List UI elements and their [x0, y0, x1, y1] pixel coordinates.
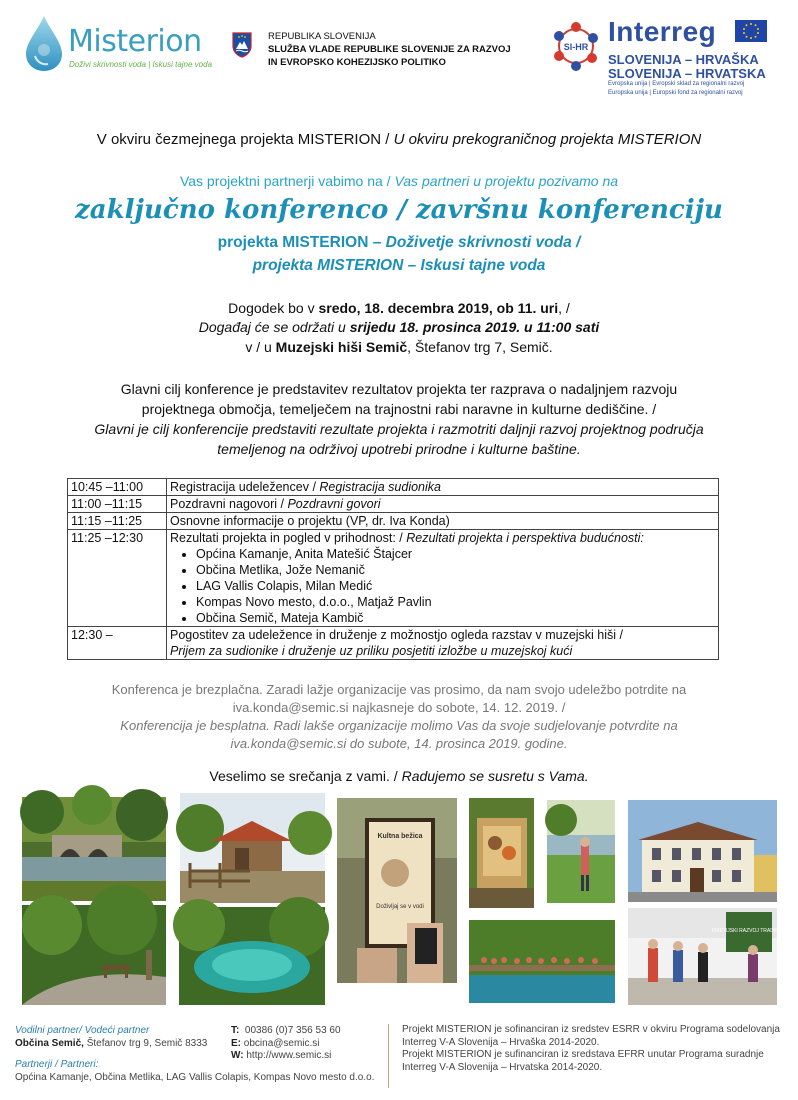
tel-label: T:: [231, 1025, 240, 1036]
program-time: 10:45 –11:00: [68, 479, 167, 496]
gov-line-2: SLUŽBA VLADE REPUBLIKE SLOVENIJE ZA RAZVOJ: [268, 44, 511, 55]
brand-name: Misterion: [68, 24, 202, 59]
sign-subtitle: Doživljaj se v vodi: [376, 904, 424, 910]
project-line-2: [0, 257, 798, 275]
lead-partner-name: Občina Semič,: [15, 1037, 87, 1049]
program-text: Rezultati projekta in pogled v prihodnost: /: [170, 531, 407, 545]
funding-line-4: Interreg V-A Slovenija – Hrvatska 2014-2020.: [402, 1061, 603, 1073]
footer-divider: [388, 1024, 389, 1088]
program-item: [167, 627, 719, 660]
greeting-text: Veselimo se srečanja z vami. /: [209, 768, 402, 784]
interreg-title: Interreg: [608, 16, 717, 47]
gov-line-1: REPUBLIKA SLOVENIJA: [268, 31, 376, 42]
goal-line-3: [0, 419, 798, 439]
list-item: • LAG Vallis Colapis, Milan Medić: [196, 578, 715, 594]
footer-funding: [402, 1024, 792, 1074]
program-text: Registracija udeležencev /: [170, 480, 320, 494]
program-time: 11:25 –12:30: [68, 530, 167, 627]
table-row: [68, 513, 719, 530]
brand-tagline: Doživi skrivnosti voda | Iskusi tajne voda: [69, 60, 213, 69]
photo-playground: [469, 798, 534, 908]
intro-line: [0, 131, 798, 148]
speaker-list: [170, 546, 715, 626]
event-line-1: [0, 300, 798, 316]
water-drop-icon: [22, 14, 66, 72]
intro-text-hr: U okviru prekograničnog projekta MISTERION: [393, 131, 702, 148]
photo-crowd-bridge: [469, 920, 615, 1003]
list-item: • Kompas Novo mesto, d.o.o., Matjaž Pavlin: [196, 594, 715, 610]
event-venue: Muzejski hiši Semič: [275, 339, 408, 355]
interreg-line-3: Evropska unija | Evropski sklad za regionalni razvoj: [608, 81, 745, 87]
invite-text-hr: Vas partneri u projektu pozivamo na: [394, 173, 619, 189]
program-item: [167, 513, 719, 530]
event-line-3: [0, 339, 798, 355]
lead-partner-label: Vodilni partner/ Vodeći partner: [15, 1025, 150, 1036]
table-row: [68, 627, 719, 660]
program-text-hr: Pozdravni govori: [287, 497, 381, 511]
goal-line-1: Glavni cilj konference je predstavitev rezultatov projekta ter razprava o nadaljnjem razvoju: [120, 381, 678, 397]
interreg-line-1: SLOVENIJA – HRVAŠKA: [608, 52, 759, 67]
photo-exhibition-room: [628, 908, 787, 1005]
program-item: [167, 496, 719, 513]
funding-line-3: Projekt MISTERION je sufinanciran iz sredstava EFRR unutar Programa suradnje: [402, 1049, 764, 1060]
list-item: • Općina Kamanje, Anita Matešić Štajcer: [196, 546, 715, 562]
funding-line-2: Interreg V-A Slovenija – Hrvaška 2014-2020.: [402, 1036, 600, 1048]
program-item: [167, 479, 719, 496]
program-text-hr: Registracija sudionika: [319, 480, 441, 494]
photo-child-lake: [547, 800, 615, 903]
event-text-hr: Događaj će se održati u: [198, 319, 350, 335]
funding-line-1: Projekt MISTERION je sofinanciran iz sredstev ESRR v okviru Programa sodelovanja: [402, 1024, 780, 1035]
eu-flag-icon: [735, 20, 767, 42]
project-line-1: [0, 234, 798, 252]
photo-stone-bridge: [22, 797, 166, 901]
email-link[interactable]: obcina@semic.si: [243, 1037, 320, 1049]
photo-forest-path: [22, 905, 166, 1005]
project-label: projekta MISTERION –: [217, 234, 386, 251]
rsvp-text-hr-2: iva.konda@semic.si do subote, 14. prosinca 2019. godine.: [230, 736, 568, 751]
event-date: sredo, 18. decembra 2019, ob 11. uri: [318, 300, 559, 316]
program-item: [167, 530, 719, 627]
program-table: [67, 478, 719, 660]
goal-line-4: [0, 439, 798, 459]
slovenia-crest-icon: [232, 32, 252, 58]
email-label: E:: [231, 1037, 241, 1049]
web-label: W:: [231, 1050, 244, 1061]
goal-text-hr-1: Glavni je cilj konferencije predstaviti rezultate projekta i razmotriti daljnji razvoj projektnog područja: [94, 421, 704, 437]
web-link[interactable]: http://www.semic.si: [246, 1050, 332, 1061]
photo-info-sign: [337, 798, 457, 983]
program-text-hr: Prijem za sudionike i druženje uz priliku posjetiti izložbe u muzejskoj kući: [170, 644, 573, 658]
lead-partner-address: Štefanov trg 9, Semič 8333: [86, 1037, 208, 1049]
interreg-line-2: SLOVENIJA – HRVATSKA: [608, 66, 766, 81]
project-subtitle: Doživetje skrivnosti voda /: [385, 234, 581, 251]
partners-list: Općina Kamanje, Občina Metlika, LAG Vallis Colapis, Kompas Novo mesto d.o.o.: [15, 1071, 375, 1083]
greeting-text-hr: Radujemo se susretu s Vama.: [401, 768, 589, 784]
rsvp-line-4: [0, 736, 798, 751]
sign-title: Kultna bežica: [377, 833, 423, 840]
event-date-hr: srijedu 18. prosinca 2019. u 11:00 sati: [349, 319, 600, 335]
goal-line-2: projektnega območja, temelječem na trajnostni rabi naravne in kulturne dediščine. /: [141, 401, 657, 417]
gov-line-3: IN EVROPSKO KOHEZIJSKO POLITIKO: [268, 57, 446, 68]
event-text: Dogodek bo v: [228, 300, 319, 316]
event-line-2: [0, 319, 798, 335]
rsvp-line-1: Konferenca je brezplačna. Zaradi lažje organizacije vas prosimo, da nam svojo udeležbo potrdite na: [111, 682, 687, 697]
event-sep: , /: [558, 300, 570, 316]
table-row: [68, 479, 719, 496]
table-row: [68, 530, 719, 627]
rsvp-text-hr-1: Konferencija je besplatna. Radi lakše organizacije molimo Vas da svoje sudjelovanje potvrdite na: [120, 718, 678, 733]
program-time: 11:00 –11:15: [68, 496, 167, 513]
footer-contacts: [231, 1025, 381, 1063]
interreg-partners-icon: [548, 18, 604, 74]
interreg-logo: [548, 14, 778, 94]
interreg-line-4: Europska unija | Europski fond za regionalni razvoj: [608, 90, 743, 96]
goal-text-hr-2: temeljenog na održivoj upotrebi prirodne i kulturne baštine.: [217, 441, 581, 457]
program-time: 11:15 –11:25: [68, 513, 167, 530]
conference-title: zaključno konferenco / završnu konferenciju: [75, 195, 723, 225]
event-venue-prefix: v / u: [245, 339, 276, 355]
photo-turquoise-spring: [179, 907, 325, 1005]
list-item: • Občina Metlika, Jože Nemanič: [196, 562, 715, 578]
program-text: Pozdravni nagovori /: [170, 497, 288, 511]
invite-text: Vas projektni partnerji vabimo na /: [179, 173, 395, 189]
list-item: • Občina Semič, Mateja Kambič: [196, 610, 715, 626]
program-text: Osnovne informacije o projektu (VP, dr. Iva Konda): [170, 514, 450, 528]
program-time: 12:30 –: [68, 627, 167, 660]
rsvp-line-2: iva.konda@semic.si najkasneje do sobote, 14. 12. 2019. /: [232, 700, 566, 715]
partners-label: Partnerji / Partneri:: [15, 1059, 99, 1070]
program-text-hr: Rezultati projekta i perspektiva budućnosti:: [406, 531, 644, 545]
photo-wooden-house: [180, 793, 325, 903]
photo-museum-house: [628, 800, 777, 902]
project-subtitle-hr: projekta MISTERION – Iskusi tajne voda: [252, 257, 546, 274]
event-address: , Štefanov trg 7, Semič.: [407, 339, 553, 355]
intro-text: V okviru čezmejnega projekta MISTERION /: [96, 131, 394, 148]
program-text: Pogostitev za udeležence in druženje z možnostjo ogleda razstav v muzejski hiši /: [170, 628, 624, 642]
invite-line: [0, 173, 798, 189]
interreg-badge-text: SI-HR: [563, 42, 589, 52]
door-text: KMETIJSKI RAZVOJ TRADICIJA: [711, 928, 787, 934]
rsvp-line-3: [0, 718, 798, 733]
misterion-logo: [22, 14, 213, 74]
greeting: [0, 768, 798, 784]
table-row: [68, 496, 719, 513]
tel-value: 00386 (0)7 356 53 60: [244, 1025, 341, 1036]
